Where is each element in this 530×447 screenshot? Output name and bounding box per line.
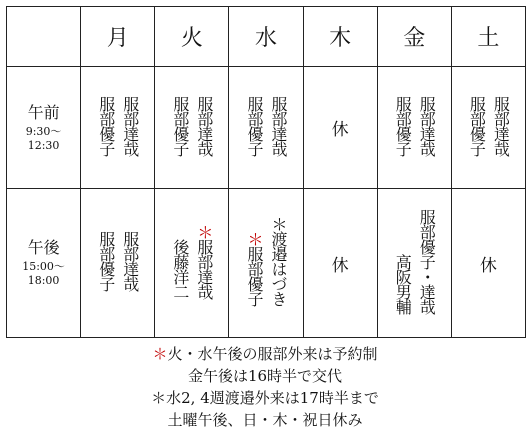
doctor-name-with-mark [242,231,266,306]
note-line-3: ＊水2, 4週渡邉外来は17時半まで [151,389,379,407]
corner-cell [7,7,81,67]
pm-wed-cell [229,189,303,338]
am-mon-cell [81,67,155,189]
pm-mon-cell [81,189,155,338]
day-header-tue: 火 [155,7,229,67]
doctor-name: 渡邉はづき [268,231,288,306]
note-text: 火・水午後の服部外来は予約制 [167,345,378,363]
am-row [7,67,526,189]
doctor-name: 服部達哉 [194,238,214,299]
schedule-notes [0,343,530,431]
doctor-name-shared [414,209,438,314]
doctor-name: 服部達哉 [491,95,511,156]
note-line-1 [0,343,530,365]
day-header-sat: 土 [451,7,525,67]
doctor-name-with-mark [266,216,290,306]
closed-label: 休 [331,255,349,276]
am-slot-name: 午前 [27,102,60,122]
pm-row [7,189,526,338]
note-line-4: 土曜午後、日・木・祝日休み [167,411,363,429]
pm-slot-header [7,189,81,338]
closed-label: 休 [331,120,349,140]
pm-slot-name: 午後 [27,238,60,257]
pm-thu-cell [303,189,377,338]
doctor-name: 服部達哉 [120,231,140,291]
doctor-name: 服部優子 [417,208,437,269]
doctor-name: 後藤洋二 [170,238,190,299]
doctor-name: 服部達哉 [194,95,214,156]
pm-sat-cell [451,189,525,338]
reservation-mark: ＊ [194,223,214,239]
header-row [7,7,526,67]
schedule-table [6,6,526,338]
doctor-name: 服部優子 [393,95,413,156]
closed-label: 休 [479,255,497,276]
doctor-name: 高阪男輔 [393,253,413,314]
pm-slot-time: 15:00〜 18:00 [22,260,65,287]
doctor-name: 達哉 [417,283,437,314]
doctor-name: 服部優子 [244,246,264,306]
am-tue-cell [155,67,229,189]
doctor-name: 服部優子 [244,95,264,156]
day-header-thu: 木 [303,7,377,67]
pm-fri-cell [377,189,451,338]
note-line-2: 金午後は16時半で交代 [187,367,343,385]
doctor-name: 服部達哉 [120,95,140,156]
day-header-fri: 金 [377,7,451,67]
doctor-name: 服部達哉 [268,95,288,156]
day-header-wed: 水 [229,7,303,67]
am-wed-cell [229,67,303,189]
reservation-mark: ＊ [244,231,264,246]
note-mark: ＊ [268,216,288,231]
am-fri-cell [377,67,451,189]
am-slot-time: 9:30〜 12:30 [25,124,62,152]
doctor-name: 服部優子 [96,95,116,156]
am-sat-cell [451,67,525,189]
pm-tue-cell [155,189,229,338]
doctor-name: 服部優子 [96,231,116,291]
reservation-mark: ＊ [152,345,168,363]
doctor-name: 服部達哉 [417,95,437,156]
doctor-name: 服部優子 [467,95,487,156]
separator-dot: ・ [417,268,437,284]
am-slot-header [7,67,81,189]
am-thu-cell [303,67,377,189]
doctor-name-with-mark [192,224,216,299]
day-header-mon: 月 [81,7,155,67]
doctor-name: 服部優子 [170,95,190,156]
